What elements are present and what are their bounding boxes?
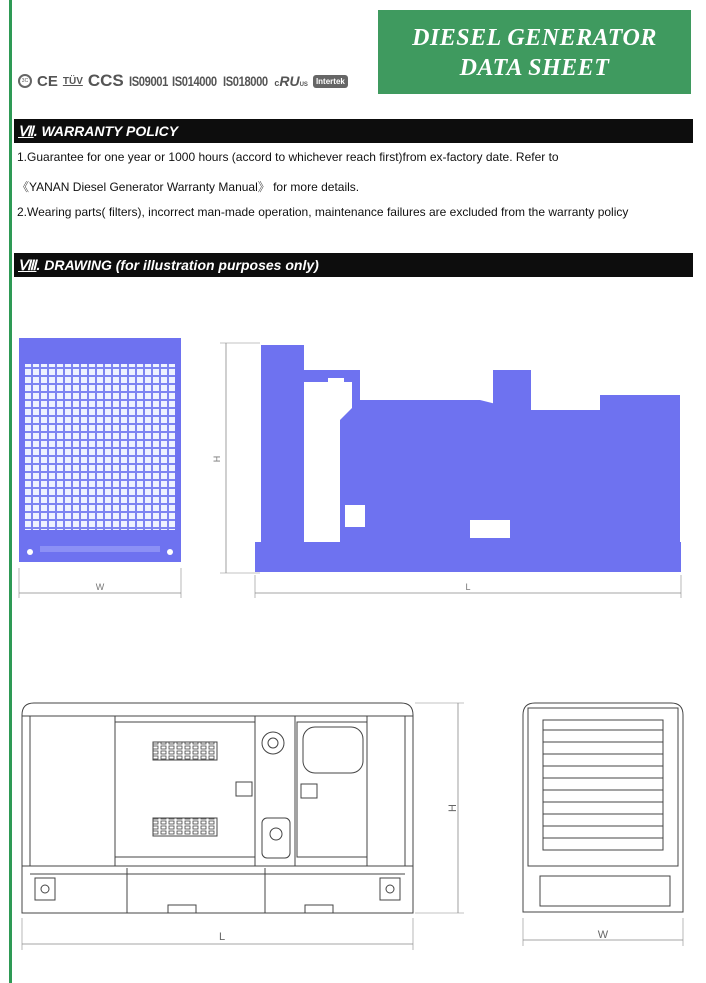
open-generator-front-view (19, 338, 181, 598)
drawing-heading-number: Ⅷ (18, 259, 37, 274)
silent-generator-side-view (22, 703, 464, 950)
title-line-2: DATA SHEET (459, 55, 610, 81)
cert-seal-icon: 3C (18, 74, 32, 88)
dim-w-front: W (95, 582, 105, 592)
dim-l-side: L (465, 582, 471, 592)
cert-iso14000: IS014000 (172, 73, 218, 89)
cert-iso9001: IS09001 (128, 73, 168, 89)
warranty-line-2: 《YANAN Diesel Generator Warranty Manual》 for more details. (17, 180, 360, 194)
dim-h-silent: H (447, 804, 459, 812)
warranty-line-3: 2.Wearing parts( filters), incorrect man-made operation, maintenance failures are excluded from the warranty policy (17, 205, 629, 219)
cert-tuv: TÜV (62, 75, 83, 87)
dim-l-silent: L (218, 931, 226, 943)
cert-ul: cRUUS (274, 73, 308, 89)
warranty-heading-number: Ⅶ (18, 125, 34, 140)
cert-ce: CE (37, 72, 58, 90)
open-generator-side-view (212, 343, 681, 598)
warranty-heading: . WARRANTY POLICY (33, 123, 179, 139)
cert-intertek: Intertek (313, 75, 348, 88)
title-line-1: DIESEL GENERATOR (412, 25, 657, 51)
drawing-heading: . DRAWING (for illustration purposes only) (36, 257, 319, 273)
warranty-line-1: 1.Guarantee for one year or 1000 hours (accord to whichever reach first)from ex-factory date. Refer to (17, 150, 559, 164)
cert-ccs: CCS (87, 71, 124, 90)
dim-w-silent: W (597, 929, 609, 941)
dim-h-side: H (212, 455, 222, 463)
cert-iso18000: IS018000 (223, 73, 269, 89)
silent-generator-end-view (523, 703, 683, 946)
